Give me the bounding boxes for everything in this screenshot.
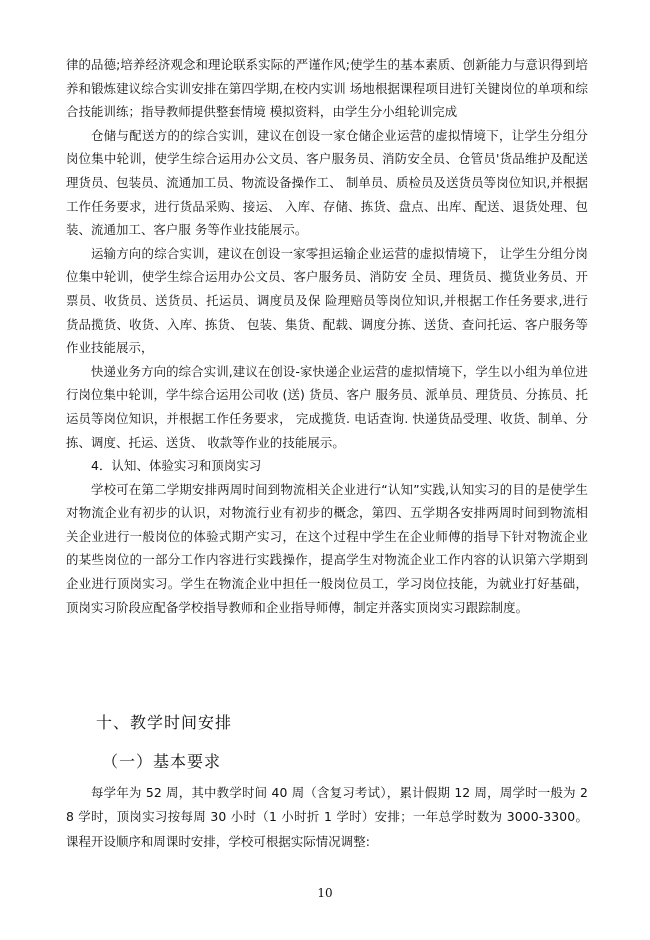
paragraph-basic-requirements: 每学年为 52 周，其中教学时间 40 周（含复习考试），累计假期 12 周，周学时一般为 28 学时，顶岗实习按每周 30 小时（1 小时折 1 学时）安排；一年总学时数为 3000-3300。课程开设顺序和周课时安排，学校可根据实际情况调整:: [66, 785, 588, 849]
paragraph-intro-continued: 律的品德;培养经济观念和理论联系实际的严谨作风;使学生的基本素质、创新能力与意识得到培养和锻炼建议综合实训安排在第四学期,在校内实训 场地根据课程项目进钉关键岗位的单项和综合技能训练；指导教师提供整套情境 模拟资料，由学生分小组轮训完成: [66, 57, 588, 120]
section-heading: 十、教学时间安排: [96, 713, 233, 732]
body-text: [66, 53, 588, 619]
paragraph-transport-training: 运输方向的综合实训，建议在创设一家零担运输企业运营的虚拟情境下， 让学生分组分岗位集中轮训，使学生综合运用办公文员、客户服务员、消防安 全员、理货员、揽货业务员、开票员、收货员、送货员、托运员、调度员及保 险理赔员等岗位知识,并根据工作任务要求,进行货品揽货、收货、入库、拣货、 包装、集货、配载、调度分拣、送货、查问托运、客户服务等作业技能展示，: [66, 245, 588, 356]
paragraph-internship: 学校可在第二学期安排两周时间到物流相关企业进行“认知”实践,认知实习的目的是使学生对物流企业有初步的认识，对物流行业有初步的概念，第四、五学期各安排两周时间到物流相关企业进行一般岗位的体验式期产实习，在这个过程中学生在企业师傅的指导下针对物流企业的某些岗位的一部分工作内容进行实践操作，提高学生对物流企业工作内容的认识第六学期到企业进行顶岗实习。学生在物流企业中担任一般岗位员工，学习岗位技能，为就业打好基础，顶岗实习阶段应配备学校指导教师和企业指导师傅，制定并落实顶岗实习跟踪制度。: [66, 481, 588, 615]
paragraph-warehouse-training: 仓储与配送方的的综合实训，建议在创设一家仓储企业运营的虚拟情境下，让学生分组分岗位集中轮训，使学生综合运用办公文员、客户服务员、消防安全员、仓管员'货品维护及配送理货员、包装员、流通加工员、物流设备操作工、 制单员、质检员及送货员等岗位知识,并根据工作任务要求，进行货品采购、接运、 入库、存储、拣货、盘点、出库、配送、退货处理、包装、流通加工、客户服 务等作业技能展示。: [66, 127, 588, 238]
subheading-internship: 4．认知、体验实习和顶岗实习: [91, 458, 262, 474]
subsection-heading: （一）基本要求: [102, 752, 222, 771]
closing-block: [66, 781, 588, 854]
page-number: 10: [317, 886, 333, 900]
paragraph-express-training: 快递业务方向的综合实训,建议在创设-家快递企业运营的虚拟情境下，学生以小组为单位进行岗位集中轮训，学牛综合运用公司收 (送) 货员、客户 服务员、派单员、理货员、分拣员、托运员等岗位知识，并根据工作任务要求， 完成揽货. 电话查询. 快递货品受理、收货、制单、分拣、调度、托运、送货、 收款等作业的技能展示。: [66, 363, 588, 450]
